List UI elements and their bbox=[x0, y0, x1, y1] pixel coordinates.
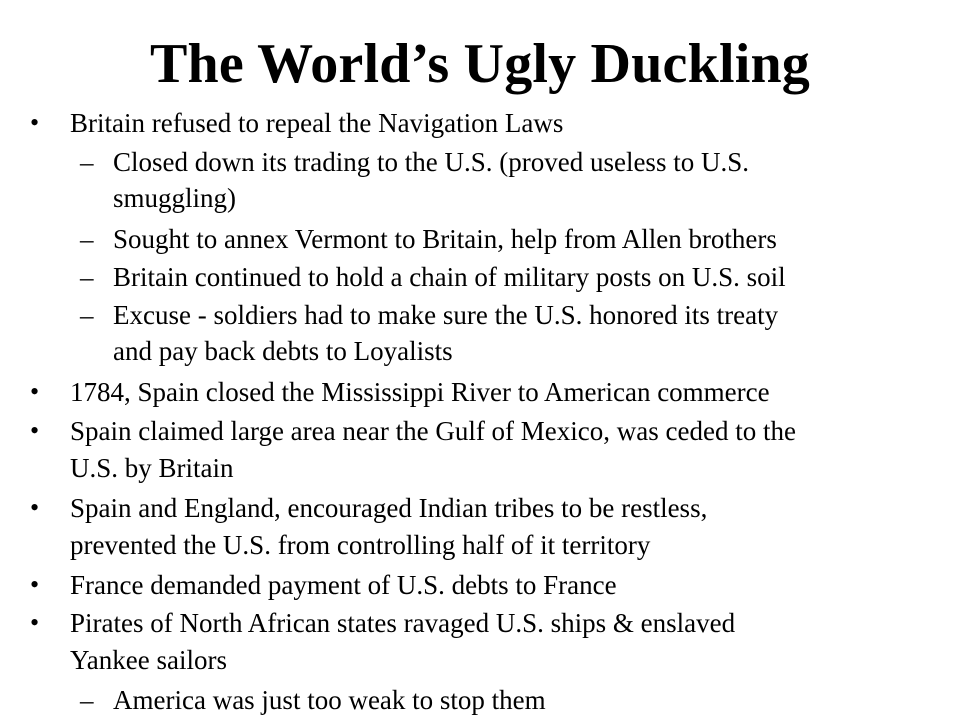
slide-title: The World’s Ugly Duckling bbox=[149, 33, 811, 95]
bullet-text: U.S. by Britain bbox=[70, 453, 234, 483]
dash-icon: – bbox=[80, 300, 94, 330]
sub-bullet-text: Excuse - soldiers had to make sure the U.S. honored its treaty bbox=[113, 300, 779, 330]
bullet-text: prevented the U.S. from controlling half of it territory bbox=[70, 530, 651, 560]
bullet-text: Spain claimed large area near the Gulf of Mexico, was ceded to the bbox=[70, 416, 796, 446]
sub-bullet-text: Closed down its trading to the U.S. (proved useless to U.S. bbox=[113, 147, 749, 177]
dash-icon: – bbox=[80, 685, 94, 715]
dash-icon: – bbox=[80, 224, 94, 254]
bullet-dot-icon: • bbox=[30, 570, 40, 599]
bullet-text: Yankee sailors bbox=[70, 645, 227, 675]
dash-icon: – bbox=[80, 147, 94, 177]
sub-bullet-text: and pay back debts to Loyalists bbox=[113, 336, 453, 366]
bullet-text: Pirates of North African states ravaged U.S. ships & enslaved bbox=[70, 608, 736, 638]
bullet-dot-icon: • bbox=[30, 416, 40, 445]
sub-bullet-text: America was just too weak to stop them bbox=[113, 685, 546, 715]
bullet-text: 1784, Spain closed the Mississippi River to American commerce bbox=[70, 377, 770, 407]
bullet-text: Britain refused to repeal the Navigation Laws bbox=[70, 108, 564, 138]
dash-icon: – bbox=[80, 262, 94, 292]
bullet-text: France demanded payment of U.S. debts to France bbox=[70, 570, 617, 600]
bullet-dot-icon: • bbox=[30, 608, 40, 637]
sub-bullet-text: Sought to annex Vermont to Britain, help from Allen brothers bbox=[113, 224, 777, 254]
bullet-dot-icon: • bbox=[30, 493, 40, 522]
bullet-dot-icon: • bbox=[30, 377, 40, 406]
bullet-dot-icon: • bbox=[30, 108, 40, 137]
sub-bullet-text: Britain continued to hold a chain of military posts on U.S. soil bbox=[113, 262, 786, 292]
sub-bullet-text: smuggling) bbox=[113, 183, 237, 213]
bullet-text: Spain and England, encouraged Indian tribes to be restless, bbox=[70, 493, 708, 523]
